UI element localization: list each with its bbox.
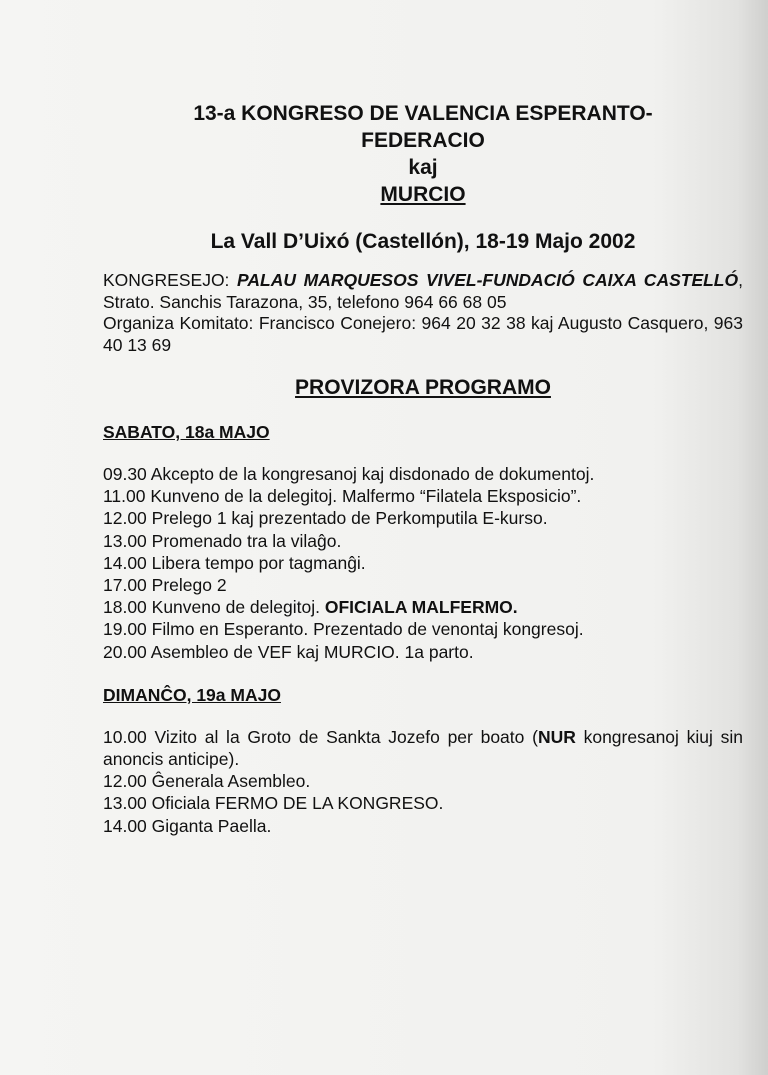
congress-title [103, 100, 743, 208]
schedule-item-text-rest: kongresanoj kiuj sin anoncis anticipe). [103, 726, 744, 770]
document-content [103, 100, 743, 837]
congress-location-date: La Vall D’Uixó (Castellón), 18-19 Majo 2002 [210, 230, 636, 253]
venue-name: PALAU MARQUESOS VIVEL-FUNDACIÓ CAIXA CASTELLÓ [237, 270, 739, 290]
schedule-item: 12.00 Ĝenerala Asembleo. [103, 771, 311, 792]
venue-address: , Strato. Sanchis Tarazona, 35, telefono 964 66 68 05 [103, 270, 743, 312]
schedule-item-text: 18.00 Kunveno de delegitoj. [103, 597, 325, 618]
organizers-paragraph: Organiza Komitato: Francisco Conejero: 964 20 32 38 kaj Augusto Casquero, 963 40 13 69 [103, 313, 743, 355]
title-line-1: 13-a KONGRESO DE VALENCIA ESPERANTO- [193, 102, 653, 125]
title-line-3: kaj [408, 156, 438, 179]
schedule-item [103, 596, 743, 618]
schedule-item: 19.00 Filmo en Esperanto. Prezentado de venontaj kongresoj. [103, 619, 584, 640]
schedule-item [103, 726, 743, 770]
schedule-item: 14.00 Giganta Paella. [103, 815, 272, 836]
schedule-item: 14.00 Libera tempo por tagmanĝi. [103, 552, 366, 573]
schedule-item: 17.00 Prelego 2 [103, 575, 227, 596]
schedule-item-text: 10.00 Vizito al la Groto de Sankta Jozefo per boato ( [103, 726, 538, 747]
schedule-item: 13.00 Oficiala FERMO DE LA KONGRESO. [103, 793, 444, 814]
schedule-item-highlight: NUR [537, 726, 576, 747]
sunday-schedule [103, 726, 743, 837]
schedule-item: 20.00 Asembleo de VEF kaj MURCIO. 1a parto. [103, 641, 474, 662]
venue-label: KONGRESEJO: [103, 270, 230, 290]
title-line-2: FEDERACIO [361, 129, 485, 152]
saturday-schedule [103, 463, 743, 663]
saturday-title: SABATO, 18a MAJO [103, 422, 270, 442]
schedule-item: 11.00 Kunveno de la delegitoj. Malfermo “Filatela Eksposicio”. [103, 486, 582, 507]
sunday-title: DIMANĈO, 19a MAJO [103, 684, 281, 705]
program-title: PROVIZORA PROGRAMO [295, 376, 551, 399]
schedule-item: 09.30 Akcepto de la kongresanoj kaj disdonado de dokumentoj. [103, 464, 595, 484]
schedule-item: 13.00 Promenado tra la vilaĝo. [103, 530, 342, 551]
schedule-item-highlight: OFICIALA MALFERMO. [324, 597, 518, 618]
title-line-4: MURCIO [380, 183, 466, 206]
schedule-item: 12.00 Prelego 1 kaj prezentado de Perkomputila E-kurso. [103, 508, 548, 529]
venue-paragraph [103, 270, 743, 313]
